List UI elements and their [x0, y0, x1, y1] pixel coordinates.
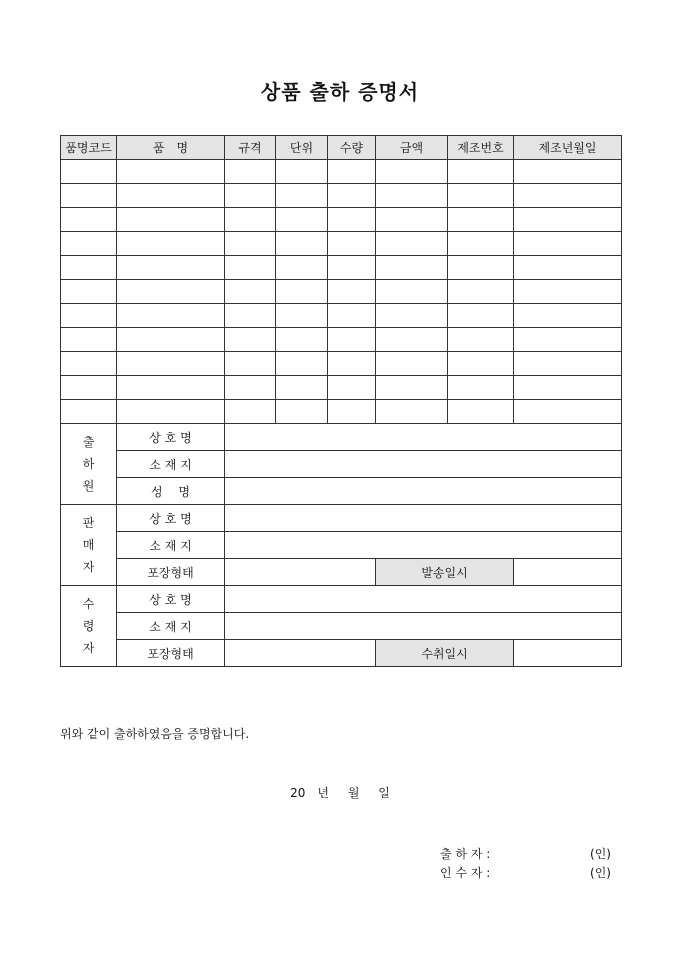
receiver-packaging-field[interactable]	[225, 640, 376, 667]
table-cell[interactable]	[117, 400, 225, 424]
table-cell[interactable]	[61, 208, 117, 232]
table-cell[interactable]	[61, 184, 117, 208]
shipper-address-field[interactable]	[225, 451, 622, 478]
table-cell[interactable]	[376, 280, 448, 304]
receiver-seal: (인)	[590, 866, 611, 880]
table-cell[interactable]	[117, 328, 225, 352]
header-unit: 단위	[276, 136, 328, 160]
table-cell[interactable]	[514, 256, 622, 280]
table-cell[interactable]	[61, 160, 117, 184]
table-cell[interactable]	[448, 208, 514, 232]
table-cell[interactable]	[61, 304, 117, 328]
receiver-receipt-date-label: 수취일시	[376, 640, 514, 667]
shipper-group-label: 출하원	[61, 424, 117, 505]
table-cell[interactable]	[376, 376, 448, 400]
table-row	[61, 256, 622, 280]
table-cell[interactable]	[448, 304, 514, 328]
header-item-code: 품명코드	[61, 136, 117, 160]
table-cell[interactable]	[225, 280, 276, 304]
table-cell[interactable]	[276, 232, 328, 256]
table-row	[61, 400, 622, 424]
table-row	[61, 352, 622, 376]
receiver-address-field[interactable]	[225, 613, 622, 640]
shipper-business-name-field[interactable]	[225, 424, 622, 451]
table-cell[interactable]	[376, 232, 448, 256]
receiver-group-label: 수령자	[61, 586, 117, 667]
shipper-address-label: 소 재 지	[117, 451, 225, 478]
seller-packaging-row	[61, 559, 622, 586]
header-quantity: 수량	[328, 136, 376, 160]
table-cell[interactable]	[376, 352, 448, 376]
table-cell[interactable]	[276, 352, 328, 376]
table-cell[interactable]	[117, 376, 225, 400]
table-cell[interactable]	[376, 184, 448, 208]
table-cell[interactable]	[225, 184, 276, 208]
table-cell[interactable]	[514, 232, 622, 256]
table-cell[interactable]	[276, 280, 328, 304]
table-cell[interactable]	[514, 376, 622, 400]
table-cell[interactable]	[448, 160, 514, 184]
table-cell[interactable]	[514, 328, 622, 352]
table-cell[interactable]	[328, 376, 376, 400]
table-row	[61, 232, 622, 256]
table-cell[interactable]	[448, 280, 514, 304]
table-cell[interactable]	[225, 256, 276, 280]
table-cell[interactable]	[276, 328, 328, 352]
table-cell[interactable]	[328, 328, 376, 352]
table-row	[61, 208, 622, 232]
table-cell[interactable]	[448, 352, 514, 376]
receiver-name-row	[61, 586, 622, 613]
table-cell[interactable]	[61, 376, 117, 400]
receiver-signature	[440, 864, 620, 882]
table-cell[interactable]	[514, 352, 622, 376]
table-cell[interactable]	[225, 328, 276, 352]
table-cell[interactable]	[117, 256, 225, 280]
seller-dispatch-date-label: 발송일시	[376, 559, 514, 586]
table-cell[interactable]	[276, 376, 328, 400]
table-header-row	[61, 136, 622, 160]
table-cell[interactable]	[448, 328, 514, 352]
table-cell[interactable]	[276, 304, 328, 328]
header-item-name: 품 명	[117, 136, 225, 160]
table-cell[interactable]	[376, 328, 448, 352]
table-row	[61, 184, 622, 208]
table-cell[interactable]	[61, 256, 117, 280]
receiver-packaging-label: 포장형태	[117, 640, 225, 667]
table-cell[interactable]	[225, 376, 276, 400]
table-cell[interactable]	[514, 304, 622, 328]
receiver-packaging-row	[61, 640, 622, 667]
table-cell[interactable]	[514, 400, 622, 424]
table-row	[61, 160, 622, 184]
receiver-business-name-field[interactable]	[225, 586, 622, 613]
seller-name-row	[61, 505, 622, 532]
table-cell[interactable]	[61, 232, 117, 256]
table-cell[interactable]	[276, 400, 328, 424]
header-spec: 규격	[225, 136, 276, 160]
table-cell[interactable]	[376, 304, 448, 328]
receiver-business-name-label: 상 호 명	[117, 586, 225, 613]
seller-business-name-field[interactable]	[225, 505, 622, 532]
table-cell[interactable]	[514, 160, 622, 184]
table-cell[interactable]	[328, 352, 376, 376]
document-title: 상품 출하 증명서	[260, 80, 420, 104]
table-cell[interactable]	[328, 184, 376, 208]
table-cell[interactable]	[376, 160, 448, 184]
table-cell[interactable]	[328, 280, 376, 304]
table-cell[interactable]	[448, 232, 514, 256]
receiver-receipt-date-field[interactable]	[514, 640, 622, 667]
table-cell[interactable]	[225, 232, 276, 256]
table-cell[interactable]	[276, 160, 328, 184]
table-cell[interactable]	[117, 352, 225, 376]
table-cell[interactable]	[448, 400, 514, 424]
table-row	[61, 328, 622, 352]
table-cell[interactable]	[117, 160, 225, 184]
table-cell[interactable]	[328, 232, 376, 256]
table-cell[interactable]	[376, 256, 448, 280]
shipment-table	[60, 135, 622, 667]
date-line: 20 년 월 일	[290, 786, 390, 800]
seller-packaging-label: 포장형태	[117, 559, 225, 586]
table-row	[61, 376, 622, 400]
table-row	[61, 280, 622, 304]
table-cell[interactable]	[448, 376, 514, 400]
shipper-signature-label: 출 하 자 :	[440, 847, 491, 861]
table-cell[interactable]	[61, 328, 117, 352]
table-cell[interactable]	[514, 184, 622, 208]
receiver-address-label: 소 재 지	[117, 613, 225, 640]
table-cell[interactable]	[225, 352, 276, 376]
table-cell[interactable]	[61, 280, 117, 304]
table-cell[interactable]	[225, 160, 276, 184]
certification-statement: 위와 같이 출하하였음을 증명합니다.	[60, 727, 250, 741]
table-cell[interactable]	[117, 304, 225, 328]
table-cell[interactable]	[448, 256, 514, 280]
table-cell[interactable]	[276, 256, 328, 280]
table-cell[interactable]	[117, 208, 225, 232]
header-manufacture-date: 제조년월일	[514, 136, 622, 160]
table-cell[interactable]	[61, 352, 117, 376]
seller-address-row	[61, 532, 622, 559]
table-cell[interactable]	[514, 280, 622, 304]
table-cell[interactable]	[61, 400, 117, 424]
table-cell[interactable]	[276, 208, 328, 232]
table-cell[interactable]	[117, 232, 225, 256]
seller-dispatch-date-field[interactable]	[514, 559, 622, 586]
seller-group-label: 판매자	[61, 505, 117, 586]
table-cell[interactable]	[117, 184, 225, 208]
table-cell[interactable]	[328, 400, 376, 424]
table-cell[interactable]	[328, 304, 376, 328]
seller-packaging-field[interactable]	[225, 559, 376, 586]
table-cell[interactable]	[225, 304, 276, 328]
shipper-business-name-label: 상 호 명	[117, 424, 225, 451]
table-cell[interactable]	[328, 208, 376, 232]
table-cell[interactable]	[328, 160, 376, 184]
table-cell[interactable]	[225, 400, 276, 424]
shipper-address-row	[61, 451, 622, 478]
table-cell[interactable]	[376, 400, 448, 424]
shipper-name-row	[61, 424, 622, 451]
shipper-person-name-label: 성 명	[117, 478, 225, 505]
receiver-signature-label: 인 수 자 :	[440, 866, 491, 880]
seller-address-label: 소 재 지	[117, 532, 225, 559]
table-cell[interactable]	[514, 208, 622, 232]
table-cell[interactable]	[448, 184, 514, 208]
table-cell[interactable]	[328, 256, 376, 280]
shipper-signature	[440, 845, 620, 863]
shipper-seal: (인)	[590, 847, 611, 861]
shipper-person-name-field[interactable]	[225, 478, 622, 505]
shipper-person-row	[61, 478, 622, 505]
receiver-address-row	[61, 613, 622, 640]
header-amount: 금액	[376, 136, 448, 160]
table-cell[interactable]	[376, 208, 448, 232]
seller-business-name-label: 상 호 명	[117, 505, 225, 532]
table-cell[interactable]	[225, 208, 276, 232]
table-cell[interactable]	[276, 184, 328, 208]
table-cell[interactable]	[117, 280, 225, 304]
seller-address-field[interactable]	[225, 532, 622, 559]
header-lot-number: 제조번호	[448, 136, 514, 160]
table-row	[61, 304, 622, 328]
